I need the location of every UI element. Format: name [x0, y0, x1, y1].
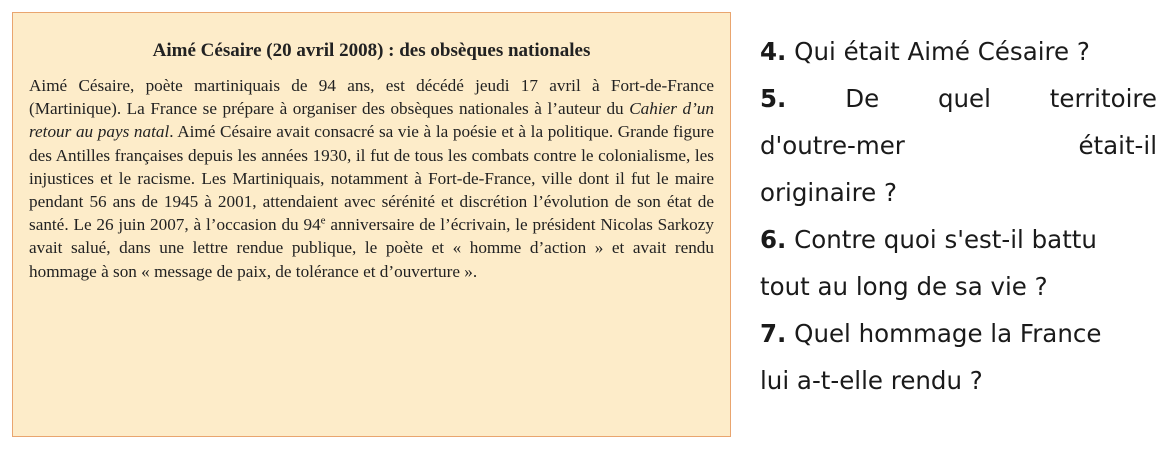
question-line: d'outre-mer était-il [760, 131, 1157, 160]
question-line [760, 75, 1157, 122]
article-box [12, 12, 731, 437]
article-body-part2: . Aimé Césaire avait consacré sa vie à la poésie et à la politique. Grande figure des Antilles françaises depuis les années 1930, il fut de tous les combats contre le colonialisme, les injustices et le racisme. Les Martiniquais, notamment à Fort-de-France, ville dont il fut le maire pendant 56 ans de 1945 à 2001, attendaient avec sérénité et discrétion l’évolution de son état de santé. Le 26 juin 2007, à l’occasion du 94 [29, 122, 714, 235]
question-line: lui a-t-elle rendu ? [760, 366, 983, 395]
article-body [29, 74, 714, 283]
question-6 [760, 216, 1157, 310]
question-line: originaire ? [760, 178, 897, 207]
article-title: Aimé Césaire (20 avril 2008) : des obsèques nationales [152, 40, 591, 61]
question-text: Quel hommage la France [794, 319, 1102, 348]
question-number: 5. [760, 84, 787, 113]
article-body-part3: anniversaire de l’écrivain, le président Nicolas Sarkozy avait salué, dans une lettre rendue publique, le poète et « homme d’action » et avait rendu hommage à son « message de paix, de tolérance et d’ouverture ». [29, 215, 714, 281]
question-text: Contre quoi s'est-il battu [794, 225, 1097, 254]
question-text: Qui était Aimé Césaire ? [794, 37, 1090, 66]
questions-list [760, 28, 1157, 404]
question-7 [760, 310, 1157, 404]
question-5 [760, 75, 1157, 216]
ordinal-superscript: e [320, 214, 326, 227]
question-line: tout au long de sa vie ? [760, 272, 1048, 301]
book-title: Cahier d’un retour au pays natal [29, 99, 714, 142]
question-text: De quel territoire [845, 84, 1157, 113]
question-4 [760, 28, 1157, 75]
article-body-part1: Aimé Césaire, poète martiniquais de 94 ans, est décédé jeudi 17 avril à Fort-de-France (Martinique). La France se prépare à organiser des obsèques nationales à l’auteur du [29, 76, 714, 119]
question-number: 4. [760, 37, 787, 66]
question-number: 6. [760, 225, 787, 254]
question-number: 7. [760, 319, 787, 348]
